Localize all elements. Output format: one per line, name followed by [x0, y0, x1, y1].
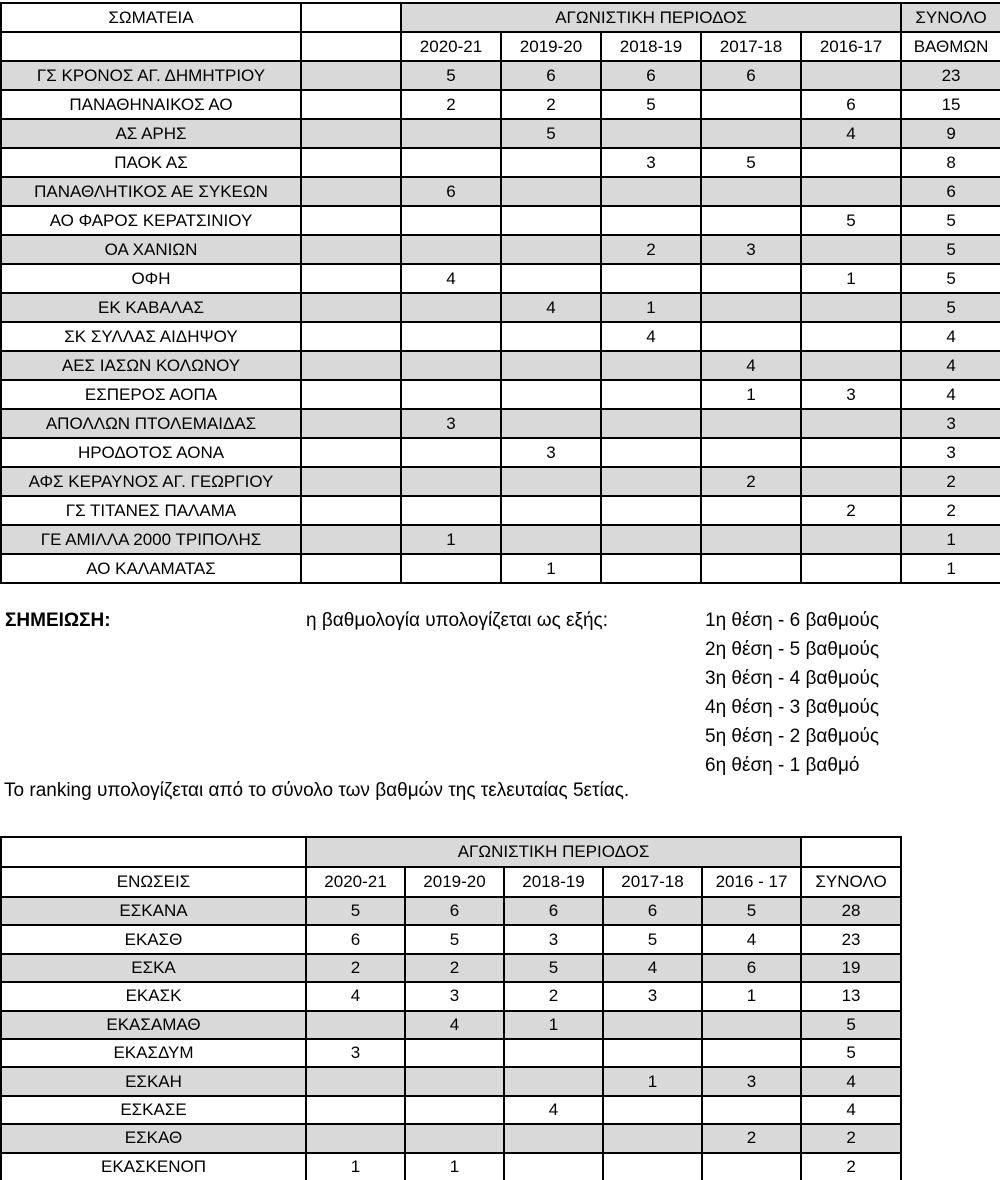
- points-cell: [801, 235, 901, 264]
- points-cell: 4: [405, 1011, 504, 1039]
- total-header-bottom: ΒΑΘΜΩΝ: [901, 32, 1000, 61]
- points-cell: [701, 90, 801, 119]
- club-name-cell: ΠΑΝΑΘΗΝΑΙΚΟΣ ΑΟ: [1, 90, 301, 119]
- club-row: [1, 322, 1000, 351]
- points-cell: [603, 1011, 702, 1039]
- club-row: [1, 496, 1000, 525]
- blank-header-cell: [1, 32, 301, 61]
- club-name-cell: ΟΑ ΧΑΝΙΩΝ: [1, 235, 301, 264]
- club-name-cell: ΕΣΠΕΡΟΣ ΑΟΠΑ: [1, 380, 301, 409]
- club-name-cell: ΑΠΟΛΛΩΝ ΠΤΟΛΕΜΑΙΔΑΣ: [1, 409, 301, 438]
- total-cell: 5: [801, 1011, 901, 1039]
- points-cell: [401, 438, 501, 467]
- union-name-cell: ΕΣΚΑ: [1, 954, 306, 982]
- union-name-cell: ΕΚΑΣΔΥΜ: [1, 1039, 306, 1067]
- points-cell: 3: [702, 1067, 801, 1095]
- points-cell: [501, 148, 601, 177]
- points-cell: [401, 235, 501, 264]
- points-cell: [501, 351, 601, 380]
- scoring-rule-item: 1η θέση - 6 βαθμούς: [705, 610, 880, 631]
- points-cell: [306, 1124, 405, 1152]
- blank-header-cell: [301, 32, 401, 61]
- points-cell: [501, 496, 601, 525]
- points-cell: [504, 1153, 603, 1180]
- scoring-rule-item: 5η θέση - 2 βαθμούς: [705, 726, 880, 747]
- points-cell: [601, 380, 701, 409]
- points-cell: [701, 409, 801, 438]
- season-header: 2018-19: [504, 867, 603, 897]
- club-name-cell: ΓΣ ΤΙΤΑΝΕΣ ΠΑΛΑΜΑ: [1, 496, 301, 525]
- total-cell: 2: [801, 1153, 901, 1180]
- points-cell: 6: [504, 897, 603, 925]
- points-cell: [603, 1153, 702, 1180]
- total-cell: 13: [801, 982, 901, 1010]
- points-cell: [306, 1096, 405, 1124]
- spacer-cell: [301, 235, 401, 264]
- points-cell: [603, 1039, 702, 1067]
- points-cell: [701, 554, 801, 583]
- points-cell: 3: [701, 235, 801, 264]
- club-name-cell: ΑΟ ΦΑΡΟΣ ΚΕΡΑΤΣΙΝΙΟΥ: [1, 206, 301, 235]
- union-name-cell: ΕΣΚΑΝΑ: [1, 897, 306, 925]
- club-row: [1, 554, 1000, 583]
- points-cell: [401, 467, 501, 496]
- points-cell: [601, 467, 701, 496]
- spacer-cell: [301, 525, 401, 554]
- blank-header-cell: [801, 837, 901, 867]
- points-cell: [702, 1153, 801, 1180]
- club-name-cell: ΑΣ ΑΡΗΣ: [1, 119, 301, 148]
- ranking-note: Το ranking υπολογίζεται από το σύνολο των βαθμών της τελευταίας 5ετίας.: [4, 780, 630, 801]
- spacer-cell: [301, 409, 401, 438]
- total-cell: 5: [901, 235, 1000, 264]
- points-cell: 4: [801, 119, 901, 148]
- spacer-cell: [301, 206, 401, 235]
- points-cell: 2: [504, 982, 603, 1010]
- points-cell: [501, 322, 601, 351]
- points-cell: [306, 1011, 405, 1039]
- season-header: 2019-20: [501, 32, 601, 61]
- points-cell: 6: [405, 897, 504, 925]
- points-cell: 1: [401, 525, 501, 554]
- points-cell: 4: [701, 351, 801, 380]
- union-row: [1, 1124, 901, 1152]
- union-name-cell: ΕΚΑΣΘ: [1, 925, 306, 953]
- spacer-cell: [301, 467, 401, 496]
- club-row: [1, 206, 1000, 235]
- spacer-cell: [301, 119, 401, 148]
- club-name-cell: ΟΦΗ: [1, 264, 301, 293]
- points-cell: [801, 293, 901, 322]
- points-cell: [603, 1124, 702, 1152]
- points-cell: 3: [504, 925, 603, 953]
- points-cell: 2: [801, 496, 901, 525]
- total-cell: 6: [901, 177, 1000, 206]
- points-cell: [501, 525, 601, 554]
- points-cell: [501, 235, 601, 264]
- club-row: [1, 525, 1000, 554]
- season-header: 2016-17: [801, 32, 901, 61]
- points-cell: [401, 554, 501, 583]
- points-cell: [401, 206, 501, 235]
- points-cell: [501, 177, 601, 206]
- points-cell: 6: [601, 61, 701, 90]
- total-cell: 8: [901, 148, 1000, 177]
- points-cell: [501, 264, 601, 293]
- points-cell: [501, 206, 601, 235]
- spacer-cell: [301, 148, 401, 177]
- points-cell: 5: [306, 897, 405, 925]
- club-row: [1, 235, 1000, 264]
- season-header: 2020-21: [306, 867, 405, 897]
- points-cell: [701, 525, 801, 554]
- points-cell: [701, 496, 801, 525]
- points-cell: 6: [401, 177, 501, 206]
- points-cell: [405, 1039, 504, 1067]
- club-row: [1, 351, 1000, 380]
- note-intro: η βαθμολογία υπολογίζεται ως εξής:: [306, 610, 608, 631]
- period-header: ΑΓΩΝΙΣΤΙΚΗ ΠΕΡΙΟΔΟΣ: [401, 3, 901, 32]
- season-header: 2019-20: [405, 867, 504, 897]
- clubs-header-row-2: [1, 32, 1000, 61]
- club-row: [1, 177, 1000, 206]
- points-cell: 2: [405, 954, 504, 982]
- points-cell: 4: [501, 293, 601, 322]
- points-cell: [401, 380, 501, 409]
- club-row: [1, 264, 1000, 293]
- unions-column-header: ΕΝΩΣΕΙΣ: [1, 867, 306, 897]
- points-cell: 1: [603, 1067, 702, 1095]
- points-cell: 6: [306, 925, 405, 953]
- points-cell: 4: [504, 1096, 603, 1124]
- points-cell: [801, 467, 901, 496]
- clubs-column-header: ΣΩΜΑΤΕΙΑ: [1, 3, 301, 32]
- points-cell: 5: [702, 897, 801, 925]
- season-header: 2018-19: [601, 32, 701, 61]
- points-cell: 6: [603, 897, 702, 925]
- unions-ranking-table: [0, 836, 902, 1180]
- points-cell: 1: [601, 293, 701, 322]
- club-name-cell: ΓΣ ΚΡΟΝΟΣ ΑΓ. ΔΗΜΗΤΡΙΟΥ: [1, 61, 301, 90]
- club-row: [1, 61, 1000, 90]
- club-name-cell: ΠΑΟΚ ΑΣ: [1, 148, 301, 177]
- scoring-rule-item: 2η θέση - 5 βαθμούς: [705, 639, 880, 660]
- points-cell: [405, 1096, 504, 1124]
- points-cell: [801, 554, 901, 583]
- points-cell: [801, 61, 901, 90]
- spacer-cell: [301, 351, 401, 380]
- unions-header-row-1: [1, 837, 901, 867]
- points-cell: [601, 496, 701, 525]
- period-header: ΑΓΩΝΙΣΤΙΚΗ ΠΕΡΙΟΔΟΣ: [306, 837, 801, 867]
- total-cell: 23: [801, 925, 901, 953]
- points-cell: [701, 119, 801, 148]
- spacer-cell: [301, 61, 401, 90]
- points-cell: [601, 264, 701, 293]
- points-cell: [401, 496, 501, 525]
- total-cell: 15: [901, 90, 1000, 119]
- club-name-cell: ΑΦΣ ΚΕΡΑΥΝΟΣ ΑΓ. ΓΕΩΡΓΙΟΥ: [1, 467, 301, 496]
- points-cell: [702, 1011, 801, 1039]
- points-cell: 2: [501, 90, 601, 119]
- club-name-cell: ΑΕΣ ΙΑΣΩΝ ΚΟΛΩΝΟΥ: [1, 351, 301, 380]
- total-cell: 1: [901, 554, 1000, 583]
- total-header: ΣΥΝΟΛΟ: [801, 867, 901, 897]
- union-name-cell: ΕΣΚΑΣΕ: [1, 1096, 306, 1124]
- total-cell: 4: [901, 380, 1000, 409]
- points-cell: 2: [702, 1124, 801, 1152]
- union-row: [1, 925, 901, 953]
- clubs-header-row-1: [1, 3, 1000, 32]
- season-header: 2016 - 17: [702, 867, 801, 897]
- total-cell: 4: [901, 351, 1000, 380]
- points-cell: 4: [702, 925, 801, 953]
- union-row: [1, 954, 901, 982]
- points-cell: [701, 206, 801, 235]
- points-cell: [601, 438, 701, 467]
- points-cell: [801, 177, 901, 206]
- union-name-cell: ΕΣΚΑΗ: [1, 1067, 306, 1095]
- total-cell: 9: [901, 119, 1000, 148]
- points-cell: 2: [401, 90, 501, 119]
- club-row: [1, 438, 1000, 467]
- spacer-cell: [301, 438, 401, 467]
- points-cell: 1: [501, 554, 601, 583]
- club-row: [1, 119, 1000, 148]
- points-cell: [801, 438, 901, 467]
- points-cell: 3: [601, 148, 701, 177]
- points-cell: 3: [306, 1039, 405, 1067]
- unions-header-row-2: [1, 867, 901, 897]
- total-cell: 5: [901, 264, 1000, 293]
- club-row: [1, 293, 1000, 322]
- total-cell: 23: [901, 61, 1000, 90]
- points-cell: 5: [601, 90, 701, 119]
- points-cell: [601, 177, 701, 206]
- points-cell: 3: [401, 409, 501, 438]
- points-cell: 5: [603, 925, 702, 953]
- union-row: [1, 1011, 901, 1039]
- spacer-cell: [301, 322, 401, 351]
- points-cell: [801, 525, 901, 554]
- club-name-cell: ΕΚ ΚΑΒΑΛΑΣ: [1, 293, 301, 322]
- points-cell: 5: [501, 119, 601, 148]
- points-cell: [702, 1096, 801, 1124]
- total-cell: 5: [901, 206, 1000, 235]
- points-cell: [401, 119, 501, 148]
- points-cell: [701, 293, 801, 322]
- points-cell: [702, 1039, 801, 1067]
- union-name-cell: ΕΣΚΑΘ: [1, 1124, 306, 1152]
- points-cell: 5: [405, 925, 504, 953]
- union-name-cell: ΕΚΑΣΑΜΑΘ: [1, 1011, 306, 1039]
- points-cell: 1: [405, 1153, 504, 1180]
- season-header: 2020-21: [401, 32, 501, 61]
- spacer-cell: [301, 496, 401, 525]
- blank-header-cell: [1, 837, 306, 867]
- points-cell: [501, 467, 601, 496]
- total-cell: 2: [901, 467, 1000, 496]
- points-cell: [504, 1067, 603, 1095]
- clubs-ranking-table: [0, 2, 1000, 584]
- points-cell: [601, 525, 701, 554]
- spacer-header-cell: [301, 3, 401, 32]
- points-cell: [701, 322, 801, 351]
- points-cell: [601, 206, 701, 235]
- points-cell: 3: [603, 982, 702, 1010]
- points-cell: [504, 1039, 603, 1067]
- points-cell: 1: [801, 264, 901, 293]
- total-cell: 28: [801, 897, 901, 925]
- spacer-cell: [301, 293, 401, 322]
- total-header-top: ΣΥΝΟΛΟ: [901, 3, 1000, 32]
- total-cell: 3: [901, 438, 1000, 467]
- points-cell: [601, 554, 701, 583]
- points-cell: [504, 1124, 603, 1152]
- points-cell: 6: [702, 954, 801, 982]
- union-row: [1, 1096, 901, 1124]
- points-cell: [603, 1096, 702, 1124]
- points-cell: 5: [504, 954, 603, 982]
- points-cell: [405, 1124, 504, 1152]
- note-label: ΣΗΜΕΙΩΣΗ:: [5, 610, 111, 631]
- total-cell: 5: [901, 293, 1000, 322]
- points-cell: [801, 351, 901, 380]
- club-name-cell: ΗΡΟΔΟΤΟΣ ΑΟΝΑ: [1, 438, 301, 467]
- club-row: [1, 380, 1000, 409]
- scoring-rule-item: 6η θέση - 1 βαθμό: [705, 755, 860, 776]
- points-cell: 6: [701, 61, 801, 90]
- union-row: [1, 1067, 901, 1095]
- spacer-cell: [301, 554, 401, 583]
- club-name-cell: ΠΑΝΑΘΛΗΤΙΚΟΣ ΑΕ ΣΥΚΕΩΝ: [1, 177, 301, 206]
- points-cell: 3: [801, 380, 901, 409]
- club-row: [1, 409, 1000, 438]
- points-cell: 6: [801, 90, 901, 119]
- spacer-cell: [301, 177, 401, 206]
- points-cell: 2: [601, 235, 701, 264]
- points-cell: [601, 119, 701, 148]
- club-row: [1, 148, 1000, 177]
- points-cell: 1: [306, 1153, 405, 1180]
- points-cell: [801, 148, 901, 177]
- club-row: [1, 90, 1000, 119]
- spacer-cell: [301, 90, 401, 119]
- points-cell: [801, 322, 901, 351]
- points-cell: 6: [501, 61, 601, 90]
- season-header: 2017-18: [701, 32, 801, 61]
- total-cell: 5: [801, 1039, 901, 1067]
- club-name-cell: ΣΚ ΣΥΛΛΑΣ ΑΙΔΗΨΟΥ: [1, 322, 301, 351]
- union-row: [1, 1153, 901, 1180]
- points-cell: 2: [701, 467, 801, 496]
- total-cell: 1: [901, 525, 1000, 554]
- points-cell: 4: [603, 954, 702, 982]
- points-cell: [401, 148, 501, 177]
- points-cell: 5: [701, 148, 801, 177]
- points-cell: [601, 409, 701, 438]
- club-name-cell: ΑΟ ΚΑΛΑΜΑΤΑΣ: [1, 554, 301, 583]
- scoring-rule-item: 4η θέση - 3 βαθμούς: [705, 697, 880, 718]
- total-cell: 4: [801, 1096, 901, 1124]
- union-row: [1, 897, 901, 925]
- club-name-cell: ΓΕ ΑΜΙΛΛΑ 2000 ΤΡΙΠΟΛΗΣ: [1, 525, 301, 554]
- union-name-cell: ΕΚΑΣΚ: [1, 982, 306, 1010]
- points-cell: 3: [405, 982, 504, 1010]
- spacer-cell: [301, 380, 401, 409]
- union-name-cell: ΕΚΑΣΚΕΝΟΠ: [1, 1153, 306, 1180]
- points-cell: 5: [801, 206, 901, 235]
- points-cell: [801, 409, 901, 438]
- points-cell: 4: [306, 982, 405, 1010]
- points-cell: 3: [501, 438, 601, 467]
- points-cell: 5: [401, 61, 501, 90]
- season-header: 2017-18: [603, 867, 702, 897]
- points-cell: [701, 264, 801, 293]
- total-cell: 19: [801, 954, 901, 982]
- scoring-rules-list: [705, 606, 879, 780]
- scoring-rule-item: 3η θέση - 4 βαθμούς: [705, 668, 880, 689]
- points-cell: 4: [601, 322, 701, 351]
- points-cell: [501, 380, 601, 409]
- club-row: [1, 467, 1000, 496]
- points-cell: 1: [701, 380, 801, 409]
- points-cell: [405, 1067, 504, 1095]
- points-cell: [701, 177, 801, 206]
- points-cell: 2: [306, 954, 405, 982]
- points-cell: 1: [702, 982, 801, 1010]
- points-cell: [401, 322, 501, 351]
- points-cell: [501, 409, 601, 438]
- points-cell: 4: [401, 264, 501, 293]
- union-row: [1, 1039, 901, 1067]
- union-row: [1, 982, 901, 1010]
- total-cell: 2: [801, 1124, 901, 1152]
- spacer-cell: [301, 264, 401, 293]
- total-cell: 2: [901, 496, 1000, 525]
- points-cell: [701, 438, 801, 467]
- points-cell: [306, 1067, 405, 1095]
- total-cell: 3: [901, 409, 1000, 438]
- total-cell: 4: [801, 1067, 901, 1095]
- total-cell: 4: [901, 322, 1000, 351]
- points-cell: [401, 351, 501, 380]
- points-cell: [601, 351, 701, 380]
- points-cell: 1: [504, 1011, 603, 1039]
- points-cell: [401, 293, 501, 322]
